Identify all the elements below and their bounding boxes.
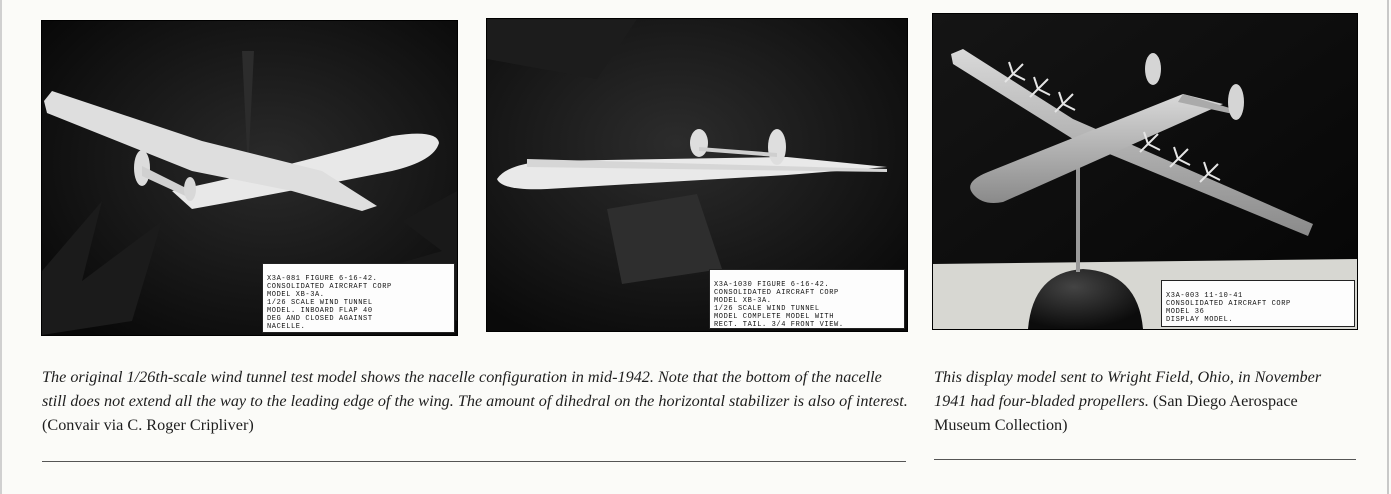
- photo-1-label-line-1: X3A-081 FIGURE 6-16-42.: [267, 275, 378, 283]
- photo-1-label-line-4: 1/26 SCALE WIND TUNNEL: [267, 299, 373, 307]
- photo-2-label-line-4: 1/26 SCALE WIND TUNNEL: [714, 305, 820, 313]
- page-left-border: [0, 0, 2, 494]
- photo-1-label-line-6: DEG AND CLOSED AGAINST: [267, 315, 373, 323]
- right-caption-text: This display model sent to Wright Field, Ohio, in November 1941 had four-bladed propellers.: [934, 368, 1322, 410]
- left-caption: [42, 365, 908, 437]
- left-caption-text: The original 1/26th-scale wind tunnel test model shows the nacelle configuration in mid-1942. Note that the bottom of the nacelle still does not extend all the way to the leading edge of the wing. The amount of dihedral on the horizontal stabilizer is also of interest.: [42, 368, 908, 410]
- right-caption-rule: [934, 459, 1356, 460]
- photo-1-label-line-3: MODEL XB-3A.: [267, 291, 325, 299]
- photo-2-label-line-1: X3A-1030 FIGURE 6-16-42.: [714, 281, 830, 289]
- photo-1-label-line-7: NACELLE.: [267, 323, 306, 331]
- photo-3-label-line-1: X3A-003 11-10-41: [1166, 292, 1243, 300]
- photo-2-label-line-2: CONSOLIDATED AIRCRAFT CORP: [714, 289, 839, 297]
- wind-tunnel-photo-1: [41, 20, 458, 336]
- photo-1-label-card: [262, 263, 455, 333]
- photo-1-label-line-2: CONSOLIDATED AIRCRAFT CORP: [267, 283, 392, 291]
- right-caption: [934, 365, 1339, 437]
- photo-2-label-line-3: MODEL XB-3A.: [714, 297, 772, 305]
- photo-3-label-card: [1161, 280, 1355, 327]
- left-caption-rule: [42, 461, 906, 462]
- photo-3-label-line-3: MODEL 36: [1166, 308, 1205, 316]
- photo-1-label-line-5: MODEL. INBOARD FLAP 40: [267, 307, 373, 315]
- photo-3-label-line-2: CONSOLIDATED AIRCRAFT CORP: [1166, 300, 1291, 308]
- right-caption-credit: (San Diego Aerospace Museum Collection): [934, 392, 1298, 434]
- photo-2-label-card: [709, 269, 905, 329]
- photo-2-label-line-6: RECT. TAIL. 3/4 FRONT VIEW.: [714, 321, 844, 329]
- display-model-photo: [932, 13, 1358, 330]
- wind-tunnel-photo-2: [486, 18, 908, 332]
- photo-2-label-line-5: MODEL COMPLETE MODEL WITH: [714, 313, 835, 321]
- photo-3-label-line-4: DISPLAY MODEL.: [1166, 316, 1234, 324]
- page-right-border: [1387, 0, 1389, 494]
- left-caption-credit: (Convair via C. Roger Cripliver): [42, 416, 254, 434]
